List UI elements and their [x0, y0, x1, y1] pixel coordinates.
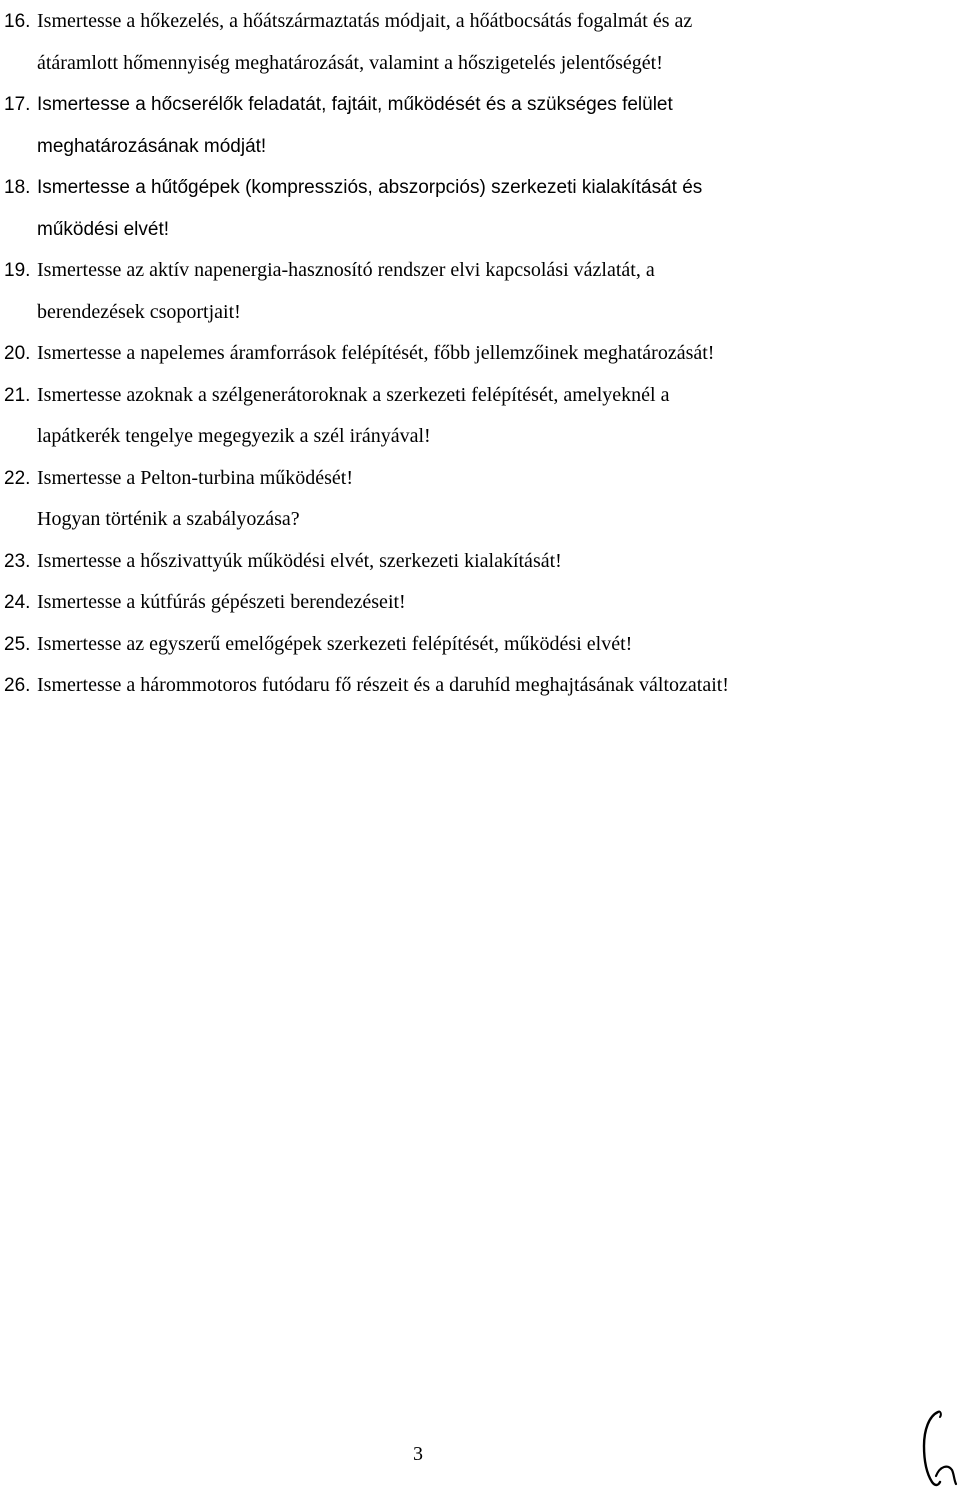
- question-number: 16.: [4, 11, 31, 32]
- question-item: [4, 333, 944, 375]
- handwritten-initials: [914, 1406, 958, 1488]
- question-number: 22.: [4, 467, 31, 489]
- question-line: Ismertesse a hőcserélők feladatát, fajtáit, működését és a szükséges felület: [37, 94, 673, 115]
- question-item: [4, 624, 944, 666]
- question-item: [4, 458, 944, 541]
- question-text: [37, 250, 944, 333]
- question-item: [4, 1, 944, 84]
- question-line: Ismertesse a kútfúrás gépészeti berendezéseit!: [37, 591, 406, 613]
- question-line: meghatározásának módját!: [37, 135, 267, 157]
- question-line: lapátkerék tengelye megegyezik a szél irányával!: [37, 425, 431, 447]
- question-line: Ismertesse a Pelton-turbina működését!: [37, 466, 354, 489]
- question-text: [37, 624, 944, 666]
- page-number: 3: [413, 1443, 423, 1465]
- question-line: Ismertesse az aktív napenergia-hasznosító rendszer elvi kapcsolási vázlatát, a: [37, 259, 655, 281]
- question-text: [37, 375, 944, 458]
- question-line: átáramlott hőmennyiség meghatározását, valamint a hőszigetelés jelentőségét!: [37, 51, 663, 74]
- question-item: [4, 582, 944, 624]
- question-text: [37, 541, 944, 583]
- question-number: 19.: [4, 260, 31, 281]
- question-number: 20.: [4, 343, 31, 364]
- question-item: [4, 375, 944, 458]
- question-number: 24.: [4, 592, 31, 613]
- question-number: 26.: [4, 675, 31, 696]
- question-text: [37, 84, 944, 167]
- question-line: Ismertesse a napelemes áramforrások felépítését, főbb jellemzőinek meghatározását!: [37, 342, 715, 364]
- question-number: 21.: [4, 384, 31, 406]
- question-line: Ismertesse a hűtőgépek (kompressziós, abszorpciós) szerkezeti kialakítását és: [37, 177, 703, 198]
- question-text: [37, 458, 944, 541]
- question-text: [37, 333, 944, 375]
- question-item: [4, 84, 944, 167]
- question-line: berendezések csoportjait!: [37, 300, 241, 323]
- question-item: [4, 541, 944, 583]
- question-line: Ismertesse a hőszivattyúk működési elvét, szerkezeti kialakítását!: [37, 549, 562, 572]
- question-line: Ismertesse a hárommotoros futódaru fő részeit és a daruhíd meghajtásának változatait!: [37, 674, 729, 696]
- question-list: [4, 1, 944, 707]
- question-line: Ismertesse az egyszerű emelőgépek szerkezeti felépítését, működési elvét!: [37, 632, 633, 655]
- question-text: [37, 582, 944, 624]
- question-text: [37, 665, 944, 707]
- question-line: Hogyan történik a szabályozása?: [37, 508, 300, 530]
- question-item: [4, 167, 944, 250]
- question-text: [37, 1, 944, 84]
- question-text: [37, 167, 944, 250]
- question-item: [4, 250, 944, 333]
- question-number: 18.: [4, 177, 31, 198]
- question-number: 17.: [4, 94, 31, 115]
- question-item: [4, 665, 944, 707]
- question-number: 25.: [4, 633, 31, 655]
- question-line: működési elvét!: [37, 218, 170, 240]
- question-number: 23.: [4, 550, 31, 572]
- question-line: Ismertesse a hőkezelés, a hőátszármaztatás módjait, a hőátbocsátás fogalmát és az: [37, 10, 693, 32]
- question-line: Ismertesse azoknak a szélgenerátoroknak a szerkezeti felépítését, amelyeknél a: [37, 383, 670, 406]
